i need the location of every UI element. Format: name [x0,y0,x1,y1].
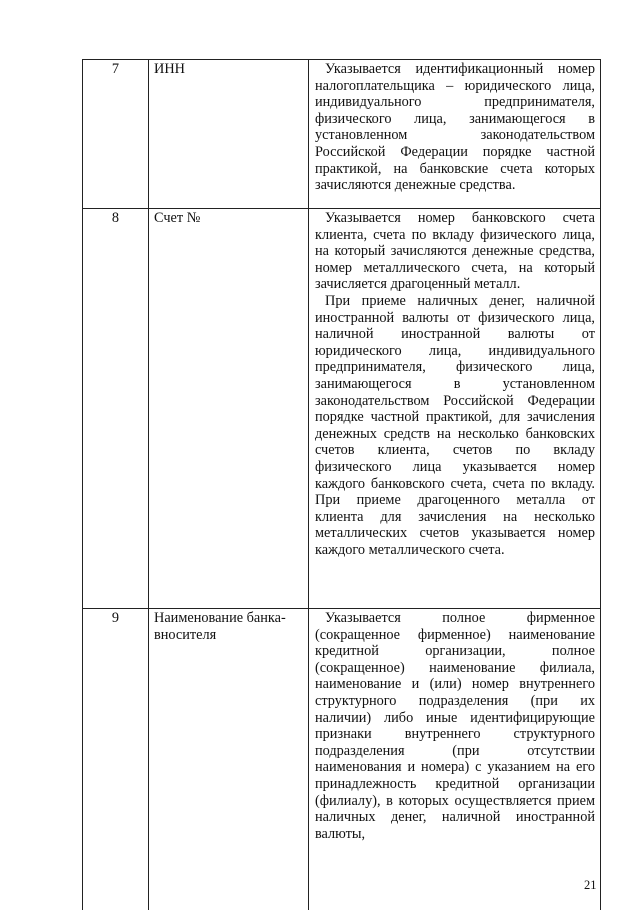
field-description [309,60,601,209]
field-description [309,209,601,609]
fields-table [82,59,601,910]
description-paragraph: Указывается идентификационный номер налогоплательщика – юридического лица, индивидуального предпринимателя, физического лица, занимающегося в установленном законодательством Российской Федерации порядке частной практикой, на банковские счета которых зачисляются денежные средства. [315,61,595,194]
table-row [83,609,601,910]
table-row [83,209,601,609]
field-name: Счет № [149,209,309,609]
field-name: Наименование банка-вносителя [149,609,309,910]
description-paragraph: Указывается полное фирменное (сокращенное фирменное) наименование кредитной организации, полное (сокращенное) наименование филиала, наименование и (или) номер внутреннего структурного подразделения (при их наличии) либо иные идентифицирующие признаки внутреннего структурного подразделения (при отсутствии наименования и номера) с указанием на его принадлежность кредитной организации (филиалу), в которых осуществляется прием наличных денег, наличной иностранной валюты, [315,610,595,842]
table-row [83,60,601,209]
description-paragraph: При приеме наличных денег, наличной иностранной валюты от физического лица, наличной иностранной валюты от юридического лица, индивидуального предпринимателя, физического лица, занимающегося в установленном законодательством Российской Федерации порядке частной практикой, для зачисления денежных средств на несколько банковских счетов клиента, счетов по вкладу физического лица указывается номер каждого банковского счета, счета по вкладу. При приеме драгоценного металла от клиента для зачисления на несколько металлических счетов указывается номер каждого металлического счета. [315,293,595,559]
row-number: 9 [83,609,149,910]
field-description [309,609,601,910]
description-paragraph: Указывается номер банковского счета клиента, счета по вкладу физического лица, на который зачисляются денежные средства, номер металлического счета, на который зачисляется драгоценный металл. [315,210,595,293]
field-name: ИНН [149,60,309,209]
row-number: 7 [83,60,149,209]
page-number: 21 [584,878,597,893]
row-number: 8 [83,209,149,609]
